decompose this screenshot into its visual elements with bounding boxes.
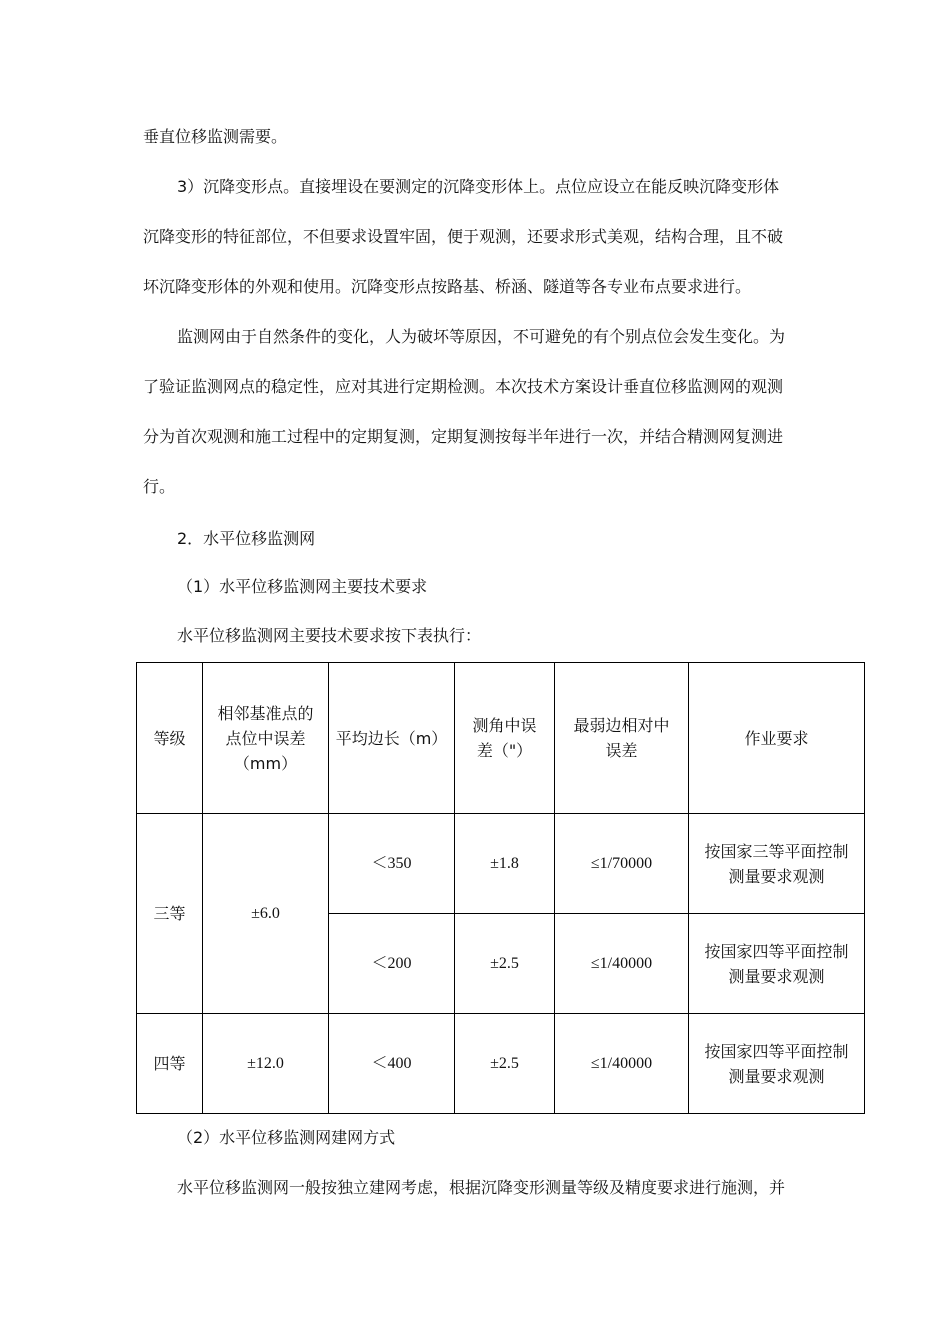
- angle-error-cell: ±2.5: [455, 914, 555, 1014]
- weakest-side-cell: ≤1/70000: [555, 814, 689, 914]
- table-intro: 水平位移监测网主要技术要求按下表执行：: [177, 626, 482, 645]
- angle-error-cell: ±2.5: [455, 1014, 555, 1114]
- point-error-cell: ±6.0: [203, 814, 329, 1014]
- paragraph-line: 了验证监测网点的稳定性，应对其进行定期检测。本次技术方案设计垂直位移监测网的观测: [143, 377, 784, 396]
- paragraph-line: 坏沉降变形体的外观和使用。沉降变形点按路基、桥涵、隧道等各专业布点要求进行。: [143, 277, 752, 296]
- header-work-requirement: 作业要求: [689, 663, 865, 814]
- angle-error-cell: ±1.8: [455, 814, 555, 914]
- table-header-row: [137, 663, 865, 814]
- work-requirement-cell: 按国家四等平面控制 测量要求观测: [689, 914, 865, 1014]
- grade-cell: 三等: [137, 814, 203, 1014]
- paragraph-line: 3）沉降变形点。直接埋设在要测定的沉降变形体上。点位应设立在能反映沉降变形体: [177, 177, 780, 196]
- section-heading: 2．水平位移监测网: [177, 529, 316, 548]
- weakest-side-cell: ≤1/40000: [555, 1014, 689, 1114]
- header-weakest-side: 最弱边相对中 误差: [555, 663, 689, 814]
- header-angle-error: 测角中误 差（"）: [455, 663, 555, 814]
- subsection-heading: （2）水平位移监测网建网方式: [177, 1128, 396, 1147]
- header-grade: 等级: [137, 663, 203, 814]
- grade-cell: 四等: [137, 1014, 203, 1114]
- technical-requirements-table: [136, 662, 865, 1114]
- table-row: [137, 814, 865, 914]
- paragraph-line: 分为首次观测和施工过程中的定期复测，定期复测按每半年进行一次，并结合精测网复测进: [143, 427, 784, 446]
- header-point-error: 相邻基准点的 点位中误差 （mm）: [203, 663, 329, 814]
- point-error-cell: ±12.0: [203, 1014, 329, 1114]
- work-requirement-cell: 按国家三等平面控制 测量要求观测: [689, 814, 865, 914]
- paragraph-line: 沉降变形的特征部位，不但要求设置牢固，便于观测，还要求形式美观，结构合理，且不破: [143, 227, 784, 246]
- paragraph-line: 监测网由于自然条件的变化，人为破坏等原因，不可避免的有个别点位会发生变化。为: [177, 327, 786, 346]
- table-row: [137, 1014, 865, 1114]
- paragraph-line: 垂直位移监测需要。: [143, 127, 288, 146]
- subsection-heading: （1）水平位移监测网主要技术要求: [177, 577, 428, 596]
- header-avg-side: 平均边长（m）: [329, 663, 455, 814]
- avg-side-cell: ＜400: [329, 1014, 455, 1114]
- paragraph-line: 水平位移监测网一般按独立建网考虑，根据沉降变形测量等级及精度要求进行施测，并: [177, 1178, 786, 1197]
- work-requirement-cell: 按国家四等平面控制 测量要求观测: [689, 1014, 865, 1114]
- paragraph-line: 行。: [143, 477, 176, 496]
- weakest-side-cell: ≤1/40000: [555, 914, 689, 1014]
- avg-side-cell: ＜350: [329, 814, 455, 914]
- avg-side-cell: ＜200: [329, 914, 455, 1014]
